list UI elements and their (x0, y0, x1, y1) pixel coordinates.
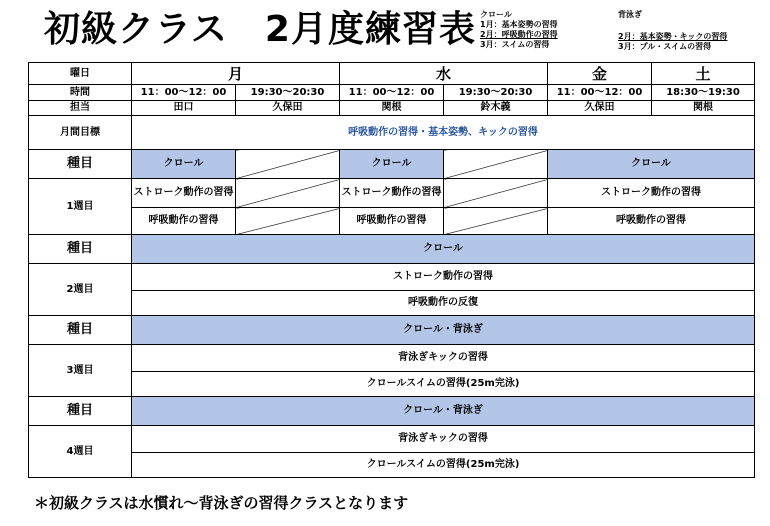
notes-crawl-month3: 3月：スイムの習得 (480, 40, 550, 49)
week1-row2-wed: 呼吸動作の習得 (340, 208, 444, 235)
time-row (29, 85, 755, 101)
week4-row2 (29, 453, 755, 478)
item-label: 種目 (29, 150, 132, 179)
staff-cell: 田口 (132, 101, 236, 116)
week4-item: クロール・背泳ぎ (132, 397, 755, 426)
time-cell: 11：00～12：00 (340, 85, 444, 101)
staff-cell: 久保田 (548, 101, 652, 116)
week2-item-row (29, 235, 755, 264)
empty-slash-cell (236, 179, 340, 208)
notes-crawl (480, 10, 558, 50)
week4-row2: クロールスイムの習得(25m完泳) (132, 453, 755, 478)
item-label: 種目 (29, 235, 132, 264)
notes-crawl-heading: クロール (480, 10, 512, 19)
monthly-goal-row (29, 116, 755, 150)
staff-cell: 関根 (340, 101, 444, 116)
week3-row1: 背泳ぎキックの習得 (132, 345, 755, 372)
week3-row1 (29, 345, 755, 372)
item-label: 種目 (29, 397, 132, 426)
day-row (29, 63, 755, 85)
monthly-goal-text: 呼吸動作の習得・基本姿勢、キックの習得 (132, 116, 755, 150)
time-cell: 19:30～20:30 (236, 85, 340, 101)
week3-row2: クロールスイムの習得(25m完泳) (132, 372, 755, 397)
week2-row1: ストローク動作の習得 (132, 264, 755, 291)
notes-backstroke-month2: 2月：基本姿勢・キックの習得 (618, 32, 728, 41)
week2-row1 (29, 264, 755, 291)
staff-cell: 鈴木義 (444, 101, 548, 116)
week1-row1 (29, 179, 755, 208)
time-cell: 11：00～12：00 (132, 85, 236, 101)
week1-label: 1週目 (29, 179, 132, 235)
empty-slash-cell (236, 208, 340, 235)
week4-label: 4週目 (29, 426, 132, 478)
day-label: 曜日 (29, 63, 132, 85)
item-label: 種目 (29, 316, 132, 345)
week3-row2 (29, 372, 755, 397)
week1-row1-wed: ストローク動作の習得 (340, 179, 444, 208)
day-wednesday: 水 (340, 63, 548, 85)
week2-row2: 呼吸動作の反復 (132, 291, 755, 316)
week1-item-wed: クロール (340, 150, 444, 179)
week2-item: クロール (132, 235, 755, 264)
time-cell: 19:30～20:30 (444, 85, 548, 101)
week1-item-mon: クロール (132, 150, 236, 179)
week1-row1-frisat: ストローク動作の習得 (548, 179, 755, 208)
week2-label: 2週目 (29, 264, 132, 316)
notes-backstroke (618, 10, 727, 52)
week3-label: 3週目 (29, 345, 132, 397)
time-cell: 11：00～12：00 (548, 85, 652, 101)
week1-row1-mon: ストローク動作の習得 (132, 179, 236, 208)
week1-row2 (29, 208, 755, 235)
week4-item-row (29, 397, 755, 426)
week1-row2-mon: 呼吸動作の習得 (132, 208, 236, 235)
empty-slash-cell (444, 179, 548, 208)
day-saturday: 土 (652, 63, 755, 85)
week1-row2-frisat: 呼吸動作の習得 (548, 208, 755, 235)
day-friday: 金 (548, 63, 652, 85)
day-monday: 月 (132, 63, 340, 85)
week1-item-frisat: クロール (548, 150, 755, 179)
week4-row1 (29, 426, 755, 453)
staff-label: 担当 (29, 101, 132, 116)
week3-item: クロール・背泳ぎ (132, 316, 755, 345)
week1-item-row (29, 150, 755, 179)
empty-slash-cell (444, 208, 548, 235)
notes-crawl-month1: 1月：基本姿勢の習得 (480, 20, 558, 29)
empty-slash-cell (444, 150, 548, 179)
week4-row1: 背泳ぎキックの習得 (132, 426, 755, 453)
page-title: 初級クラス 2月度練習表 (44, 9, 476, 50)
notes-backstroke-month3: 3月：プル・スイムの習得 (618, 42, 712, 51)
staff-cell: 久保田 (236, 101, 340, 116)
time-label: 時間 (29, 85, 132, 101)
staff-cell: 関根 (652, 101, 755, 116)
notes-crawl-month2: 2月：呼吸動作の習得 (480, 30, 558, 39)
notes-backstroke-heading: 背泳ぎ (618, 10, 642, 19)
time-cell: 18:30～19:30 (652, 85, 755, 101)
schedule-table (28, 62, 755, 478)
monthly-goal-label: 月間目標 (29, 116, 132, 150)
staff-row (29, 101, 755, 116)
empty-slash-cell (236, 150, 340, 179)
footer-note: ＊初級クラスは水慣れ～背泳ぎの習得クラスとなります (34, 494, 409, 512)
week2-row2 (29, 291, 755, 316)
week3-item-row (29, 316, 755, 345)
